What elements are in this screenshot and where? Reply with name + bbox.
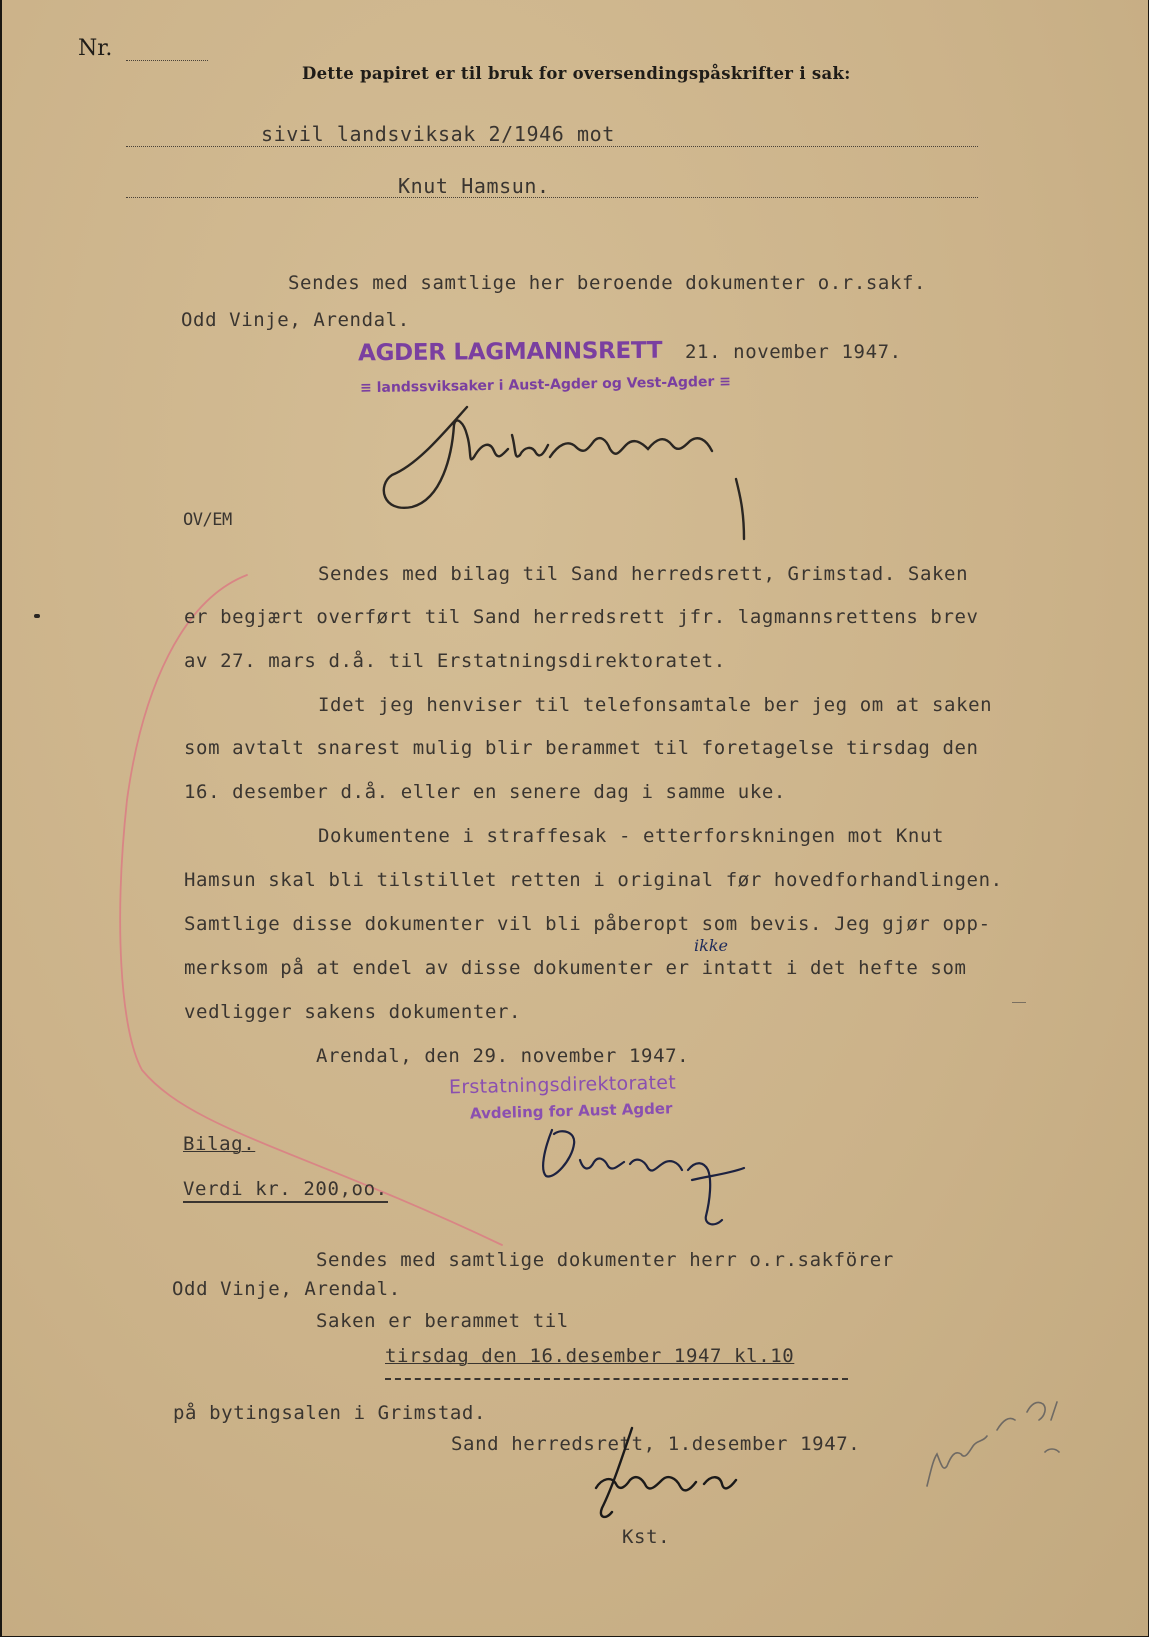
handwritten-insert: ikke: [694, 936, 728, 955]
section2-line-1: Sendes med bilag til Sand herredsrett, Grimstad. Saken: [318, 563, 969, 585]
form-text: Dette papiret er til bruk for oversendingspåskrifter i sak:: [302, 64, 851, 83]
section3-line-1: Sendes med samtlige dokumenter herr o.r.sakförer: [316, 1249, 894, 1271]
margin-mark: [34, 614, 40, 618]
document-page: [2, 0, 1148, 1636]
section2-date: Arendal, den 29. november 1947.: [316, 1045, 690, 1067]
section2-line-3: av 27. mars d.å. til Erstatningsdirektoratet.: [184, 650, 726, 672]
landssviksaker-stamp-text: landssviksaker i Aust-Agder og Vest-Agder: [376, 374, 715, 396]
section2-line-6: 16. desember d.å. eller en senere dag i samme uke.: [184, 781, 786, 803]
stamp-mark-right: ≡: [714, 373, 732, 391]
section3-line-3: Saken er berammet til: [316, 1310, 569, 1332]
section3-line-2: Odd Vinje, Arendal.: [172, 1278, 401, 1300]
initials: OV/EM: [183, 510, 232, 530]
erstatningsdirektoratet-stamp: Erstatningsdirektoratet: [448, 1071, 677, 1099]
section1-date: 21. november 1947.: [685, 341, 902, 363]
case-line-1: sivil landsviksak 2/1946 mot: [261, 122, 615, 146]
section2-line-4: Idet jeg henviser til telefonsamtale ber jeg om at saken: [318, 694, 993, 716]
agder-lagmannsrett-stamp: AGDER LAGMANNSRETT: [357, 337, 663, 367]
dashed-rule: [385, 1378, 848, 1380]
section2-line-10: merksom på at endel av disse dokumenter er intatt i det hefte som: [184, 957, 967, 979]
section3-date: Sand herredsrett, 1.desember 1947.: [451, 1433, 861, 1455]
section2-line-11: vedligger sakens dokumenter.: [184, 1001, 522, 1023]
kst-label: Kst.: [622, 1526, 671, 1548]
signature-sand-herredsrett: [572, 1418, 752, 1528]
avdeling-stamp: Avdeling for Aust Agder: [469, 1099, 673, 1123]
case-line-2: Knut Hamsun.: [398, 174, 550, 198]
marginal-handwritten-note: [917, 1390, 1077, 1500]
margin-mark: [1012, 1002, 1026, 1003]
signature-vinje: [532, 1120, 762, 1240]
section2-line-8: Hamsun skal bli tilstillet retten i original før hovedforhandlingen.: [184, 869, 1003, 891]
section2-line-5: som avtalt snarest mulig blir berammet til foretagelse tirsdag den: [184, 737, 979, 759]
section1-line-2: Odd Vinje, Arendal.: [181, 309, 410, 331]
section2-line-9: Samtlige disse dokumenter vil bli påberopt som bevis. Jeg gjør opp-: [184, 913, 991, 935]
section3-line-4: tirsdag den 16.desember 1947 kl.10: [385, 1345, 795, 1367]
verdi-label: Verdi kr. 200,oo.: [183, 1178, 388, 1203]
nr-label: Nr.: [78, 36, 113, 61]
stamp-mark-left: ≡: [359, 379, 377, 397]
section1-line-1: Sendes med samtlige her beroende dokumenter o.r.sakf.: [288, 272, 927, 294]
section3-line-5: på bytingsalen i Grimstad.: [173, 1402, 487, 1424]
section2-line-2: er begjært overført til Sand herredsrett jfr. lagmannsrettens brev: [184, 606, 979, 628]
section2-line-7: Dokumentene i straffesak - etterforskningen mot Knut: [318, 825, 945, 847]
bilag-label: Bilag.: [183, 1133, 256, 1155]
